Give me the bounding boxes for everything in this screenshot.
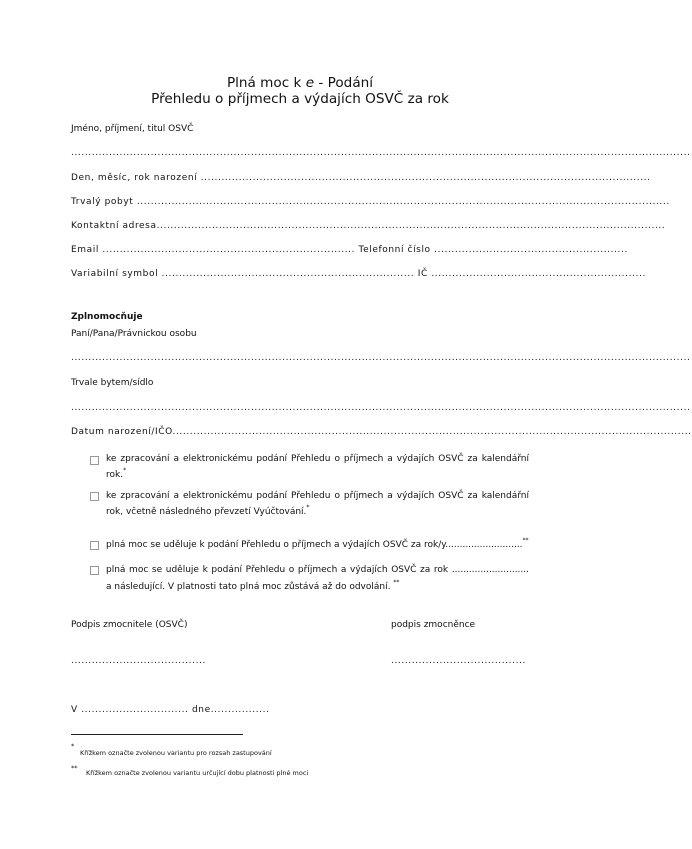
option-1-line-2: rok.* [106,467,127,480]
option-1-checkbox[interactable] [90,456,99,465]
option-2-footnote-mark: * [306,504,310,511]
option-1-line-1: ke zpracování a elektronickému podání Přehledu o příjmech a výdajích OSVČ za kalendářní [106,454,529,464]
option-3-checkbox[interactable] [90,541,99,550]
option-2-line-2: rok, včetně následného převzetí Vyúčtování.* [106,504,310,517]
document-title: Plná moc k e - Podání [226,75,374,91]
option-4-line-1: plná moc se uděluje k podání Přehledu o příjmech a výdajích OSVČ za rok ........................... [106,565,529,575]
option-3-line-1: plná moc se uděluje k podání Přehledu o příjmech a výdajích OSVČ za rok/y...........................** [106,537,529,550]
birth-date-field[interactable]: Den, měsíc, rok narození .................................................................................................................................. [71,173,651,183]
contact-address-field[interactable]: Kontaktní adresa................................................................................................................................................... [71,221,666,231]
option-4-checkbox[interactable] [90,566,99,575]
birth-ico-field[interactable]: Datum narození/IČO...................................................................................................................................................... [71,427,692,437]
option-2-line-1: ke zpracování a elektronickému podání Přehledu o příjmech a výdajích OSVČ za kalendářní [106,491,529,501]
name-field[interactable]: ................................................................................................................................................................................... [71,148,691,158]
title-e-italic: e [305,75,315,91]
agent-signature-field[interactable]: ....................................... [391,656,526,666]
address-field[interactable]: ................................................................................................................................................................................... [71,403,691,413]
variable-symbol-ic-field[interactable]: Variabilní symbol ......................................................................... IČ .............................................................. [71,269,646,279]
name-label: Jméno, příjmení, titul OSVČ [71,124,194,134]
footnote-2-text: Křížkem označte zvolenou variantu určující dobu platnosti plné moci [86,769,309,777]
proxy-heading: Zplnomocňuje [71,312,143,322]
footnote-separator [71,734,243,735]
option-1-footnote-mark: * [123,467,127,474]
footnote-2-mark: ** [71,764,78,772]
option-3-footnote-mark: ** [522,537,529,544]
agent-signature-label: podpis zmocněnce [391,620,476,630]
address-label: Trvale bytem/sídlo [71,378,154,388]
person-label: Paní/Pana/Právnickou osobu [71,329,197,339]
option-2-checkbox[interactable] [90,492,99,501]
email-phone-field[interactable]: Email ......................................................................... Telefonní číslo ........................................................ [71,245,628,255]
person-field[interactable]: ................................................................................................................................................................................... [71,353,691,363]
residence-field[interactable]: Trvalý pobyt .......................................................................................................................................................... [71,197,670,207]
principal-signature-field[interactable]: ....................................... [71,656,206,666]
footnote-1-mark: * [71,742,75,750]
option-4-footnote-mark: ** [393,579,400,586]
principal-signature-label: Podpis zmocnitele (OSVČ) [71,620,188,630]
option-4-line-2: a následující. V platnosti tato plná moc zůstává až do odvolání. ** [106,579,400,592]
place-date-field[interactable]: V ............................... dne................. [71,705,270,715]
footnote-1-text: Křížkem označte zvolenou variantu pro rozsah zastupování [80,749,272,757]
document-subtitle: Přehledu o příjmech a výdajích OSVČ za rok [151,91,449,107]
